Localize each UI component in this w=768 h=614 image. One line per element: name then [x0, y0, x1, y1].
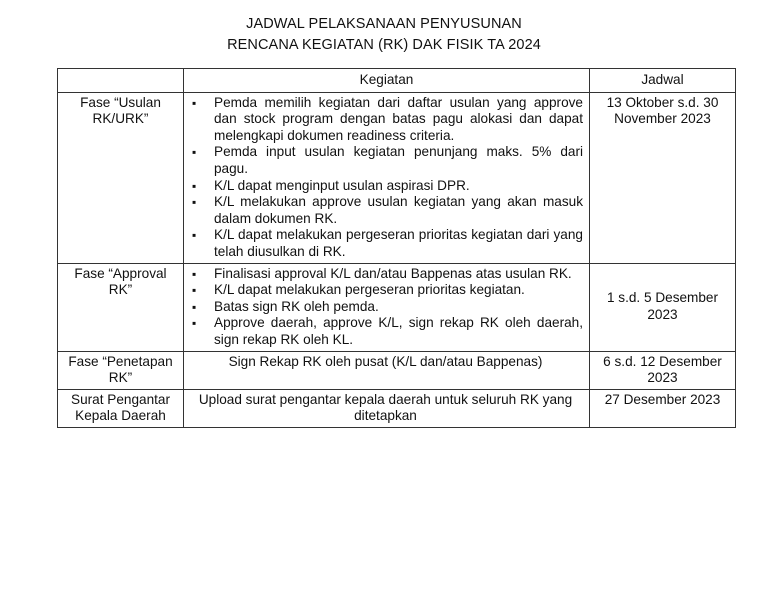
activity-item: ▪ K/L melakukan approve usulan kegiatan yang akan masuk dalam dokumen RK. — [188, 194, 583, 227]
activity-item: ▪ Finalisasi approval K/L dan/atau Bappenas atas usulan RK. — [188, 266, 583, 283]
activity-item: ▪ K/L dapat melakukan pergeseran prioritas kegiatan dari yang telah diusulkan di RK. — [188, 227, 583, 260]
schedule-table — [57, 68, 736, 428]
activity-cell — [184, 92, 590, 263]
schedule-cell: 1 s.d. 5 Desember 2023 — [590, 263, 736, 351]
phase-cell: Fase “Approval RK” — [58, 263, 184, 351]
phase-cell: Fase “Penetapan RK” — [58, 351, 184, 389]
activity-cell: Upload surat pengantar kepala daerah untuk seluruh RK yang ditetapkan — [184, 389, 590, 427]
table-row — [58, 263, 736, 351]
header-jadwal: Jadwal — [590, 69, 736, 93]
table-row — [58, 92, 736, 263]
activity-cell: Sign Rekap RK oleh pusat (K/L dan/atau Bappenas) — [184, 351, 590, 389]
header-kegiatan: Kegiatan — [184, 69, 590, 93]
schedule-cell: 27 Desember 2023 — [590, 389, 736, 427]
activity-cell — [184, 263, 590, 351]
activity-list — [188, 266, 583, 349]
schedule-cell: 13 Oktober s.d. 30 November 2023 — [590, 92, 736, 263]
phase-cell: Surat Pengantar Kepala Daerah — [58, 389, 184, 427]
table-row — [58, 351, 736, 389]
schedule-cell: 6 s.d. 12 Desember 2023 — [590, 351, 736, 389]
title-line-1: JADWAL PELAKSANAAN PENYUSUNAN — [246, 16, 522, 32]
title-line-2: RENCANA KEGIATAN (RK) DAK FISIK TA 2024 — [227, 37, 541, 53]
activity-item: ▪ Batas sign RK oleh pemda. — [188, 299, 583, 316]
activity-item: ▪ K/L dapat menginput usulan aspirasi DPR. — [188, 178, 583, 195]
activity-list — [188, 95, 583, 261]
phase-cell: Fase “Usulan RK/URK” — [58, 92, 184, 263]
header-row — [58, 69, 736, 93]
table-row — [58, 389, 736, 427]
activity-item: ▪ K/L dapat melakukan pergeseran prioritas kegiatan. — [188, 282, 583, 299]
activity-item: ▪ Pemda memilih kegiatan dari daftar usulan yang approve dan stock program dengan batas pagu alokasi dan dapat melengkapi dokumen readiness criteria. — [188, 95, 583, 145]
activity-item: ▪ Pemda input usulan kegiatan penunjang maks. 5% dari pagu. — [188, 144, 583, 177]
activity-item: ▪ Approve daerah, approve K/L, sign rekap RK oleh daerah, sign rekap RK oleh KL. — [188, 315, 583, 348]
document-title — [0, 14, 768, 56]
header-phase — [58, 69, 184, 93]
